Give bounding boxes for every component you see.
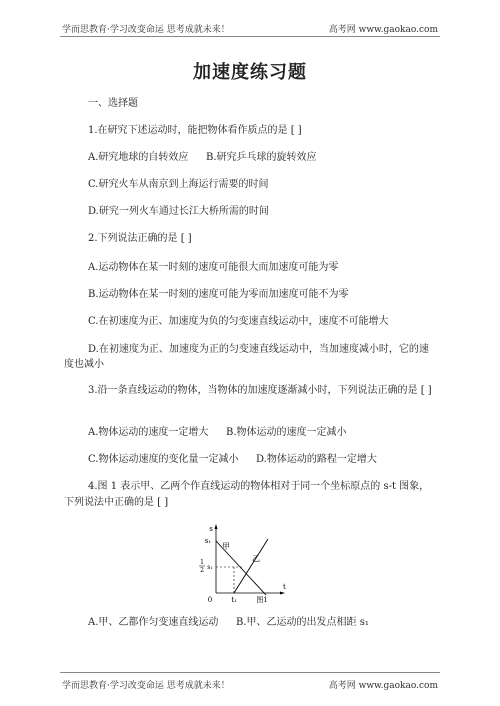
q2-stem: 2.下列说法正确的是 [ ] <box>88 233 192 244</box>
q3-option-b: B.物体运动的速度一定减小 <box>226 427 347 438</box>
half-s1-label: s₁ <box>207 564 213 571</box>
q1-option-a: A.研究地球的自转效应 <box>88 152 189 163</box>
q1-stem: 1.在研究下述运动时，能把物体看作质点的是 [ ] <box>88 125 302 136</box>
q3-option-a: A.物体运动的速度一定增大 <box>88 427 209 438</box>
q1-option-c: C.研究火车从南京到上海运行需要的时间 <box>88 179 269 190</box>
header-divider <box>60 36 440 37</box>
st-graph-figure <box>190 523 290 605</box>
q4-option-a: A.甲、乙都作匀变速直线运动 <box>88 617 219 628</box>
q2-option-c: C.在初速度为正、加速度为负的匀变速直线运动中，速度不可能增大 <box>88 316 389 327</box>
section-heading: 一、选择题 <box>88 98 138 109</box>
s-axis-label: s <box>209 525 213 533</box>
footer-left-text: 学而思教育·学习改变命运 思考成就未来！ <box>62 681 230 691</box>
jia-label: 甲 <box>222 542 230 551</box>
header-left-text: 学而思教育·学习改变命运 思考成就未来！ <box>62 25 230 35</box>
q4-option-b: B.甲、乙运动的出发点相距 s₁ <box>236 617 369 628</box>
footer-divider <box>60 672 440 673</box>
half-numerator: 1 <box>200 559 204 566</box>
figure-caption: 图1 <box>256 596 268 604</box>
page-footer <box>62 678 438 691</box>
q2-option-a: A.运动物体在某一时刻的速度可能很大而加速度可能为零 <box>88 262 339 273</box>
origin-label: 0 <box>207 596 213 604</box>
q4-stem: 4.图 1 表示甲、乙两个作直线运动的物体相对于同一个坐标原点的 s-t 图象，下列说法中正确的是 [ ] <box>64 481 430 508</box>
t1-tick-label: t₁ <box>231 596 237 604</box>
q3-stem: 3.沿一条直线运动的物体，当物体的加速度逐渐减小时，下列说法正确的是 [ ] <box>88 385 432 396</box>
s-axis-arrow <box>215 524 218 529</box>
footer-right-text: 高考网 www.gaokao.com <box>328 681 438 691</box>
half-denominator: 2 <box>200 567 204 574</box>
header-right-text: 高考网 www.gaokao.com <box>328 25 438 35</box>
page-title: 加速度练习题 <box>193 62 307 83</box>
q2-option-b: B.运动物体在某一时刻的速度可能为零而加速度可能不为零 <box>88 289 349 300</box>
q2-option-d: D.在初速度为正、加速度为正的匀变速直线运动中，当加速度减小时，它的速度也减小 <box>64 344 429 370</box>
yi-label: 乙 <box>252 554 260 563</box>
t-axis-label: t <box>283 583 286 591</box>
q1-option-d: D.研究一列火车通过长江大桥所需的时间 <box>88 206 269 217</box>
q1-option-b: B.研究乒乓球的旋转效应 <box>206 152 317 163</box>
s1-tick-label: s₁ <box>204 537 212 545</box>
page-header <box>62 22 438 35</box>
t-axis-arrow <box>280 592 285 595</box>
q3-option-c: C.物体运动速度的变化量一定减小 <box>88 454 239 465</box>
q3-option-d: D.物体运动的路程一定增大 <box>256 454 377 465</box>
